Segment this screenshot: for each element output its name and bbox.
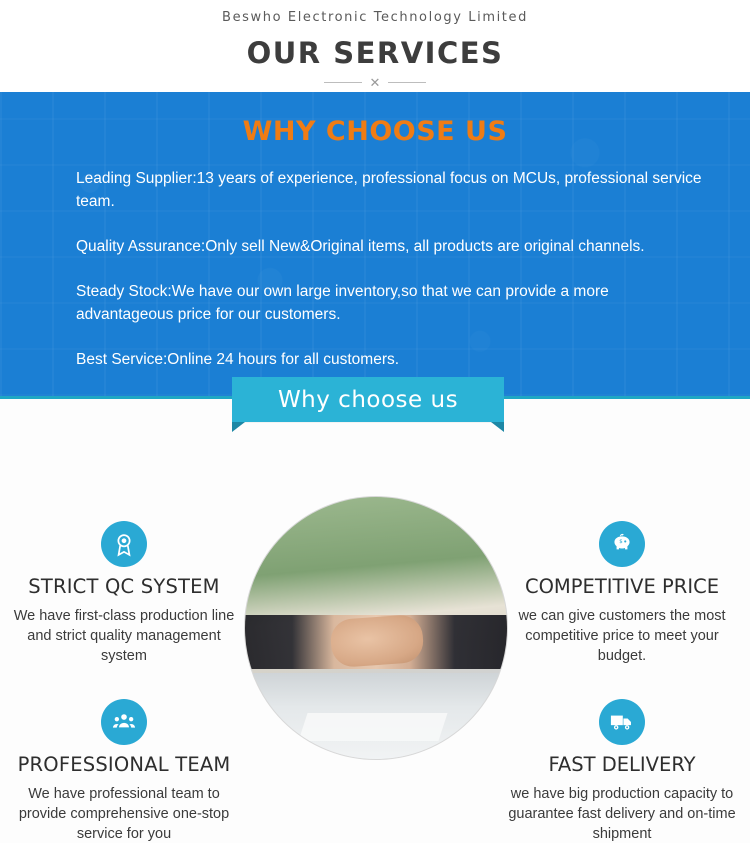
why-choose-us-ribbon: Why choose us bbox=[232, 377, 504, 422]
title-divider bbox=[0, 76, 750, 89]
why-paragraph-best-service: Best Service:Online 24 hours for all customers. bbox=[76, 351, 400, 368]
features-section bbox=[0, 386, 750, 843]
page-title: OUR SERVICES bbox=[246, 36, 504, 70]
why-choose-us-content bbox=[0, 92, 750, 371]
feature-title: PROFESSIONAL TEAM bbox=[17, 753, 231, 776]
divider-line-right bbox=[388, 82, 426, 83]
delivery-truck-icon bbox=[599, 699, 645, 745]
feature-title: STRICT QC SYSTEM bbox=[28, 575, 220, 598]
feature-professional-team bbox=[6, 699, 242, 844]
handshake-photo bbox=[244, 496, 508, 760]
team-people-icon bbox=[101, 699, 147, 745]
why-choose-us-heading: WHY CHOOSE US bbox=[242, 116, 508, 147]
feature-text: We have professional team to provide comprehensive one-stop service for you bbox=[18, 786, 230, 842]
header bbox=[0, 0, 750, 92]
table-paper bbox=[298, 713, 447, 741]
svg-text:$: $ bbox=[619, 538, 623, 545]
feature-fast-delivery bbox=[504, 699, 740, 844]
quality-badge-icon bbox=[101, 521, 147, 567]
divider-cross-icon: ✕ bbox=[369, 75, 381, 90]
divider-line-left bbox=[324, 82, 362, 83]
feature-competitive-price bbox=[504, 521, 740, 666]
why-paragraph-leading-supplier: Leading Supplier:13 years of experience, professional focus on MCUs, professional service team. bbox=[76, 170, 702, 210]
feature-strict-qc-system bbox=[6, 521, 242, 666]
feature-title: COMPETITIVE PRICE bbox=[524, 575, 720, 598]
handshake-hands bbox=[329, 614, 424, 668]
feature-text: we can give customers the most competitive price to meet your budget. bbox=[518, 608, 726, 664]
why-paragraph-steady-stock: Steady Stock:We have our own large inventory,so that we can provide a more advantageous price for our customers. bbox=[76, 283, 609, 323]
piggy-bank-icon bbox=[599, 521, 645, 567]
feature-text: We have first-class production line and strict quality management system bbox=[13, 608, 235, 664]
why-paragraph-quality-assurance: Quality Assurance:Only sell New&Original items, all products are original channels. bbox=[76, 238, 645, 255]
feature-title: FAST DELIVERY bbox=[548, 753, 696, 776]
feature-text: we have big production capacity to guarantee fast delivery and on-time shipment bbox=[508, 786, 736, 842]
why-choose-us-section bbox=[0, 92, 750, 396]
company-name: Beswho Electronic Technology Limited bbox=[222, 10, 528, 25]
